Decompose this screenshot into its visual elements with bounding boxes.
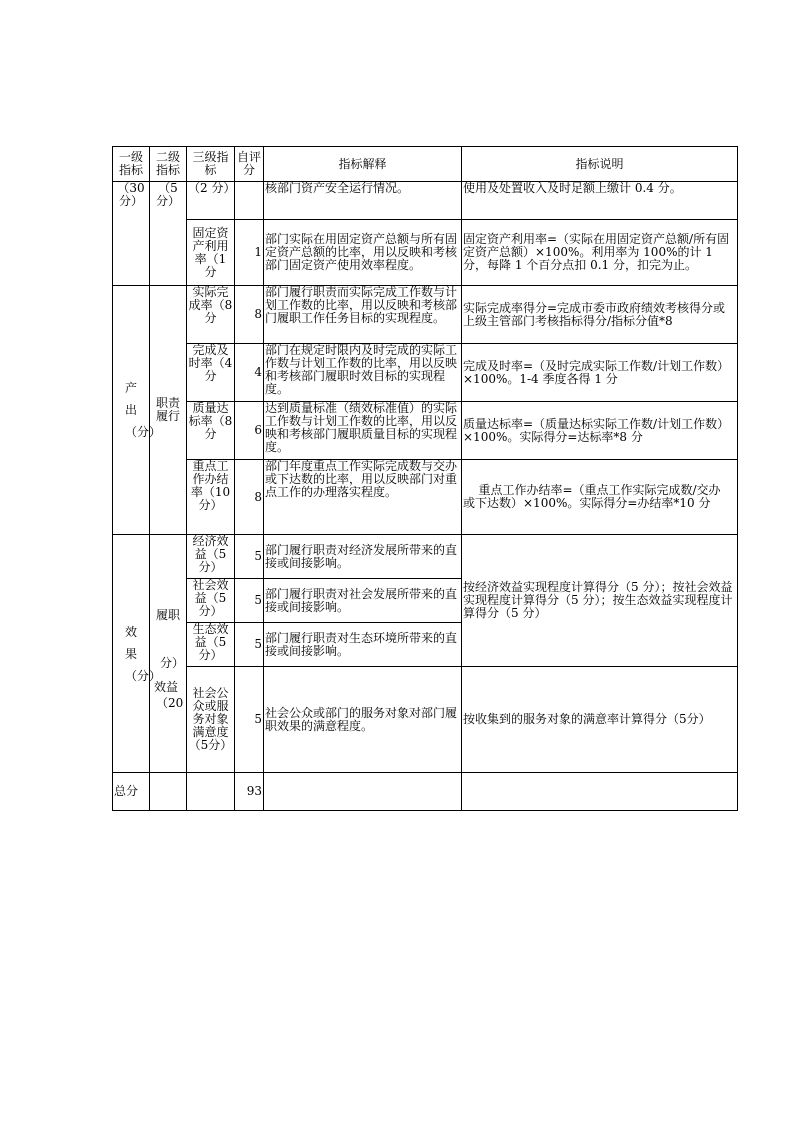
level3-cell: 社会公众或服务对象满意度（5分） <box>187 667 235 773</box>
description-cell: 完成及时率=（及时完成实际工作数/计划工作数）×100%。1-4 季度各得 1 分 <box>462 344 738 402</box>
level3-cell: 质量达标率（8分 <box>187 402 235 460</box>
explanation-cell: 社会公众或部门的服务对象对部门履职效果的满意程度。 <box>264 667 462 773</box>
level2-line: 履职 <box>156 608 181 622</box>
table-header-row <box>113 147 738 182</box>
self-score-cell: 5 <box>235 667 264 773</box>
table-row <box>113 667 738 773</box>
description-cell: 质量达标率=（质量达标实际工作数/计划工作数）×100%。实际得分=达标率*8 分 <box>462 402 738 460</box>
explanation-cell: 部门履行职责对生态环境所带来的直接或间接影响。 <box>264 623 462 667</box>
table-row <box>113 286 738 344</box>
explanation-cell: 达到质量标准（绩效标准值）的实际工作数与计划工作数的比率，用以反映和考核部门履职质量目标的实现程度。 <box>264 402 462 460</box>
table-row <box>113 460 738 535</box>
explanation-cell: 部门实际在用固定资产总额与所有固定资产总额的比率，用以反映和考核部门固定资产使用效率程度。 <box>264 220 462 286</box>
description-cell: 按收集到的服务对象的满意率计算得分（5分） <box>462 667 738 773</box>
header-level3: 三级指标 <box>187 147 235 182</box>
level2-cell: 职责履行 <box>150 286 187 535</box>
description-cell: 固定资产利用率=（实际在用固定资产总额/所有固定资产总额）×100%。利用率为 100%的计 1 分，每降 1 个百分点扣 0.1 分，扣完为止。 <box>462 220 738 286</box>
level1-output-label: 产出（分） <box>125 381 162 439</box>
header-description: 指标说明 <box>462 147 738 182</box>
header-explanation: 指标解释 <box>264 147 462 182</box>
table-row <box>113 535 738 579</box>
total-score: 93 <box>235 773 264 811</box>
level3-cell: 经济效益（5分） <box>187 535 235 579</box>
level1-cell: （30分） <box>113 182 150 286</box>
level3-cell: 完成及时率（4分 <box>187 344 235 402</box>
level3-cell: 社会效益（5分） <box>187 579 235 623</box>
table-row <box>113 402 738 460</box>
self-score-cell: 8 <box>235 286 264 344</box>
explanation-cell: 部门年度重点工作实际完成数与交办或下达数的比率，用以反映部门对重点工作的办理落实程度。 <box>264 460 462 535</box>
description-cell: 使用及处置收入及时足额上缴计 0.4 分。 <box>462 182 738 220</box>
explanation-cell: 部门履行职责对社会发展所带来的直接或间接影响。 <box>264 579 462 623</box>
self-score-cell <box>235 182 264 220</box>
level2-line: 分） <box>160 656 185 670</box>
table-row <box>113 344 738 402</box>
empty-cell <box>187 773 235 811</box>
level2-cell: （5分） <box>150 182 187 286</box>
level1-cell <box>113 286 162 535</box>
table-row <box>113 220 738 286</box>
level3-cell: 实际完成率（8分 <box>187 286 235 344</box>
explanation-cell: 部门在规定时限内及时完成的实际工作数与计划工作数的比率，用以反映和考核部门履职时效目标的实现程度。 <box>264 344 462 402</box>
empty-cell <box>264 773 462 811</box>
level1-cell <box>113 535 162 773</box>
description-line: 或下达数）×100%。实际得分=办结率*10 分 <box>463 496 711 510</box>
self-score-cell: 5 <box>235 535 264 579</box>
self-score-cell: 5 <box>235 623 264 667</box>
self-score-cell: 6 <box>235 402 264 460</box>
total-label: 总分 <box>113 773 150 811</box>
empty-cell <box>462 773 738 811</box>
header-level1: 一级指标 <box>113 147 150 182</box>
header-level2: 二级指标 <box>150 147 187 182</box>
level2-line: 效益 <box>154 680 179 694</box>
explanation-cell: 部门履行职责而实际完成工作数与计划工作数的比率，用以反映和考核部门履职工作任务目标的实现程度。 <box>264 286 462 344</box>
performance-evaluation-table <box>112 146 738 811</box>
table-row <box>113 182 738 220</box>
total-row <box>113 773 738 811</box>
empty-cell <box>150 773 187 811</box>
level3-cell: 生态效益（5分） <box>187 623 235 667</box>
self-score-cell: 8 <box>235 460 264 535</box>
self-score-cell: 1 <box>235 220 264 286</box>
description-cell <box>462 460 738 535</box>
description-line: 重点工作办结率=（重点工作实际完成数/交办 <box>478 483 721 497</box>
level2-cell <box>150 535 187 773</box>
self-score-cell: 4 <box>235 344 264 402</box>
explanation-cell: 部门履行职责对经济发展所带来的直接或间接影响。 <box>264 535 462 579</box>
level2-line: （20 <box>156 696 184 710</box>
level3-cell: 重点工作办结率（10分） <box>187 460 235 535</box>
description-cell: 按经济效益实现程度计算得分（5 分）；按社会效益实现程度计算得分（5 分）；按生态效益实现程度计算得分（5 分） <box>462 535 738 667</box>
level3-cell: （2 分） <box>187 182 235 220</box>
description-cell: 实际完成率得分=完成市委市政府绩效考核得分或上级主管部门考核指标得分/指标分值*8 <box>462 286 738 344</box>
self-score-cell: 5 <box>235 579 264 623</box>
explanation-cell: 核部门资产安全运行情况。 <box>264 182 462 220</box>
level3-cell: 固定资产利用率（1 分 <box>187 220 235 286</box>
level1-effect-label: 效果（分） <box>125 624 162 683</box>
header-self-score: 自评分 <box>235 147 264 182</box>
